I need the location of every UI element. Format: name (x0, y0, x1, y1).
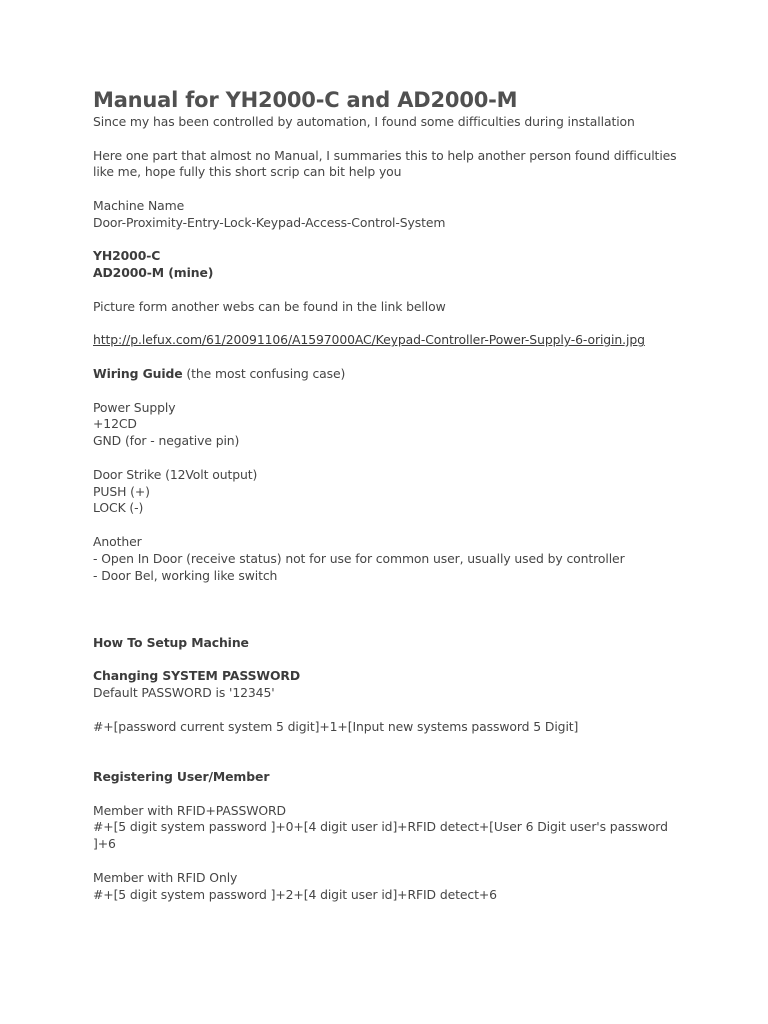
machine-name-label: Machine Name (93, 197, 185, 213)
power-gnd: GND (for - negative pin) (93, 433, 240, 449)
door-strike-push: PUSH (+) (93, 483, 150, 499)
intro-text: Since my has been controlled by automation, I found some difficulties during installation (93, 114, 635, 129)
summary-paragraph: Here one part that almost no Manual, I summaries this to help another person found difficulties like me, hope fully this short scrip can bit help you (93, 147, 677, 180)
wiring-guide-note: (the most confusing case) (182, 365, 346, 381)
machine-name-value: Door-Proximity-Entry-Lock-Keypad-Access-Control-System (93, 214, 446, 230)
wiring-guide-line (93, 366, 683, 383)
setup-heading: How To Setup Machine (93, 634, 249, 650)
door-strike-label: Door Strike (12Volt output) (93, 466, 258, 482)
door-strike-lock: LOCK (-) (93, 500, 144, 516)
page-title: Manual for YH2000-C and AD2000-M (93, 88, 518, 112)
default-password: Default PASSWORD is '12345' (93, 685, 275, 701)
another-door-bel: - Door Bel, working like switch (93, 567, 278, 583)
picture-link[interactable]: http://p.lefux.com/61/20091106/A1597000AC/Keypad-Controller-Power-Supply-6-origin.jpg (93, 332, 645, 348)
document-body (93, 86, 683, 903)
model-ad2000: AD2000-M (mine) (93, 265, 214, 281)
power-supply-label: Power Supply (93, 399, 176, 415)
member-rfid-only-command: #+[5 digit system password ]+2+[4 digit user id]+RFID detect+6 (93, 886, 497, 902)
another-open-in: - Open In Door (receive status) not for use for common user, usually used by controller (93, 550, 625, 566)
picture-note: Picture form another webs can be found in the link bellow (93, 298, 446, 314)
model-yh2000: YH2000-C (93, 248, 161, 264)
member-rfid-only-label: Member with RFID Only (93, 869, 238, 885)
change-password-command: #+[password current system 5 digit]+1+[Input new systems password 5 Digit] (93, 718, 579, 734)
member-rfid-password-label: Member with RFID+PASSWORD (93, 802, 286, 818)
another-label: Another (93, 533, 142, 549)
change-password-heading: Changing SYSTEM PASSWORD (93, 668, 301, 684)
wiring-guide-heading: Wiring Guide (93, 365, 183, 381)
register-heading: Registering User/Member (93, 769, 270, 785)
member-rfid-password-command: #+[5 digit system password ]+0+[4 digit user id]+RFID detect+[User 6 Digit user's password ]+6 (93, 819, 668, 852)
power-plus-12: +12CD (93, 416, 137, 432)
